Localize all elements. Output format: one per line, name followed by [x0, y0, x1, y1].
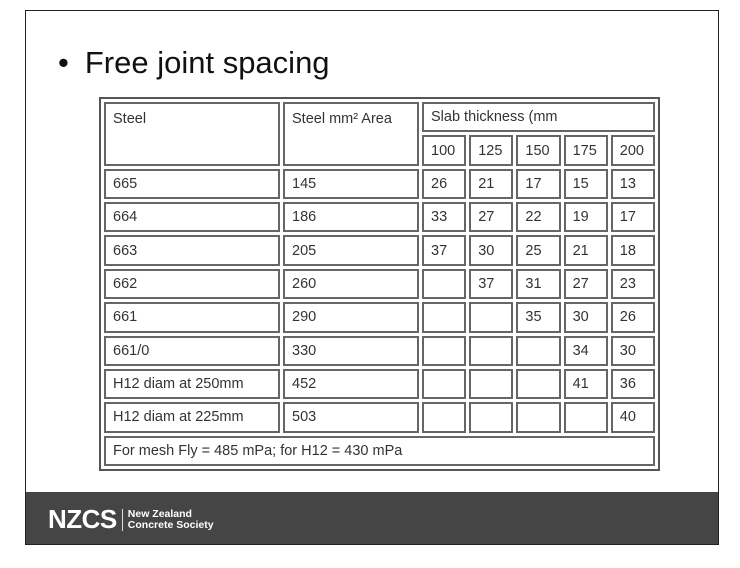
spacing-cell	[516, 369, 560, 399]
footnote-row	[104, 436, 655, 466]
thickness-cell: 150	[516, 135, 560, 165]
spacing-cell: 27	[469, 202, 513, 232]
header-steel: Steel	[104, 102, 280, 166]
spacing-cell: 37	[422, 235, 466, 265]
table-row	[104, 302, 655, 332]
logo-subtitle	[128, 509, 214, 531]
steel-cell: 664	[104, 202, 280, 232]
logo-main: NZCS	[48, 504, 117, 534]
area-cell: 330	[283, 336, 419, 366]
slide	[25, 10, 719, 545]
title-text: Free joint spacing	[84, 45, 330, 80]
table-row	[104, 235, 655, 265]
spacing-cell: 27	[564, 269, 608, 299]
spacing-cell: 26	[422, 169, 466, 199]
spacing-cell	[469, 302, 513, 332]
spacing-cell	[516, 336, 560, 366]
spacing-cell	[469, 369, 513, 399]
header-slab-thickness: Slab thickness (mm	[422, 102, 655, 132]
table-row	[104, 336, 655, 366]
spacing-cell: 30	[611, 336, 655, 366]
table-row	[104, 369, 655, 399]
spacing-cell: 19	[564, 202, 608, 232]
spacing-cell: 34	[564, 336, 608, 366]
spacing-cell: 35	[516, 302, 560, 332]
spacing-cell	[422, 302, 466, 332]
spacing-cell: 25	[516, 235, 560, 265]
spacing-cell	[516, 402, 560, 432]
spacing-cell	[422, 369, 466, 399]
thickness-cell: 125	[469, 135, 513, 165]
footnote: For mesh Fly = 485 mPa; for H12 = 430 mPa	[104, 436, 655, 466]
spacing-cell: 21	[469, 169, 513, 199]
spacing-cell: 41	[564, 369, 608, 399]
steel-cell: 663	[104, 235, 280, 265]
steel-cell: 661/0	[104, 336, 280, 366]
logo-divider	[122, 509, 123, 531]
spacing-cell	[469, 336, 513, 366]
spacing-cell: 18	[611, 235, 655, 265]
spacing-cell: 37	[469, 269, 513, 299]
table-row	[104, 269, 655, 299]
spacing-cell	[422, 269, 466, 299]
table-header-row	[104, 102, 655, 132]
table-row	[104, 402, 655, 432]
footer	[26, 492, 718, 544]
area-cell: 290	[283, 302, 419, 332]
joint-spacing-table	[99, 97, 660, 471]
spacing-cell: 21	[564, 235, 608, 265]
logo-line2: Concrete Society	[127, 518, 214, 531]
steel-cell: H12 diam at 250mm	[104, 369, 280, 399]
area-cell: 205	[283, 235, 419, 265]
spacing-cell	[564, 402, 608, 432]
steel-cell: 665	[104, 169, 280, 199]
spacing-cell: 40	[611, 402, 655, 432]
table-row	[104, 169, 655, 199]
area-cell: 452	[283, 369, 419, 399]
spacing-cell	[422, 402, 466, 432]
spacing-cell: 17	[516, 169, 560, 199]
spacing-cell: 17	[611, 202, 655, 232]
spacing-cell: 26	[611, 302, 655, 332]
spacing-cell	[422, 336, 466, 366]
nzcs-logo	[48, 504, 214, 535]
logo-line1: New Zealand	[127, 507, 192, 520]
table-row	[104, 202, 655, 232]
thickness-cell: 200	[611, 135, 655, 165]
steel-cell: 661	[104, 302, 280, 332]
area-cell: 260	[283, 269, 419, 299]
spacing-cell: 15	[564, 169, 608, 199]
spacing-cell: 22	[516, 202, 560, 232]
thickness-cell: 175	[564, 135, 608, 165]
steel-cell: 662	[104, 269, 280, 299]
area-cell: 503	[283, 402, 419, 432]
slide-title	[58, 45, 330, 81]
header-area: Steel mm² Area	[283, 102, 419, 166]
spacing-cell: 23	[611, 269, 655, 299]
spacing-cell: 13	[611, 169, 655, 199]
spacing-cell: 30	[564, 302, 608, 332]
spacing-cell: 31	[516, 269, 560, 299]
spacing-cell	[469, 402, 513, 432]
steel-cell: H12 diam at 225mm	[104, 402, 280, 432]
bullet: •	[58, 45, 69, 80]
thickness-cell: 100	[422, 135, 466, 165]
area-cell: 145	[283, 169, 419, 199]
spacing-cell: 33	[422, 202, 466, 232]
area-cell: 186	[283, 202, 419, 232]
spacing-cell: 36	[611, 369, 655, 399]
spacing-cell: 30	[469, 235, 513, 265]
